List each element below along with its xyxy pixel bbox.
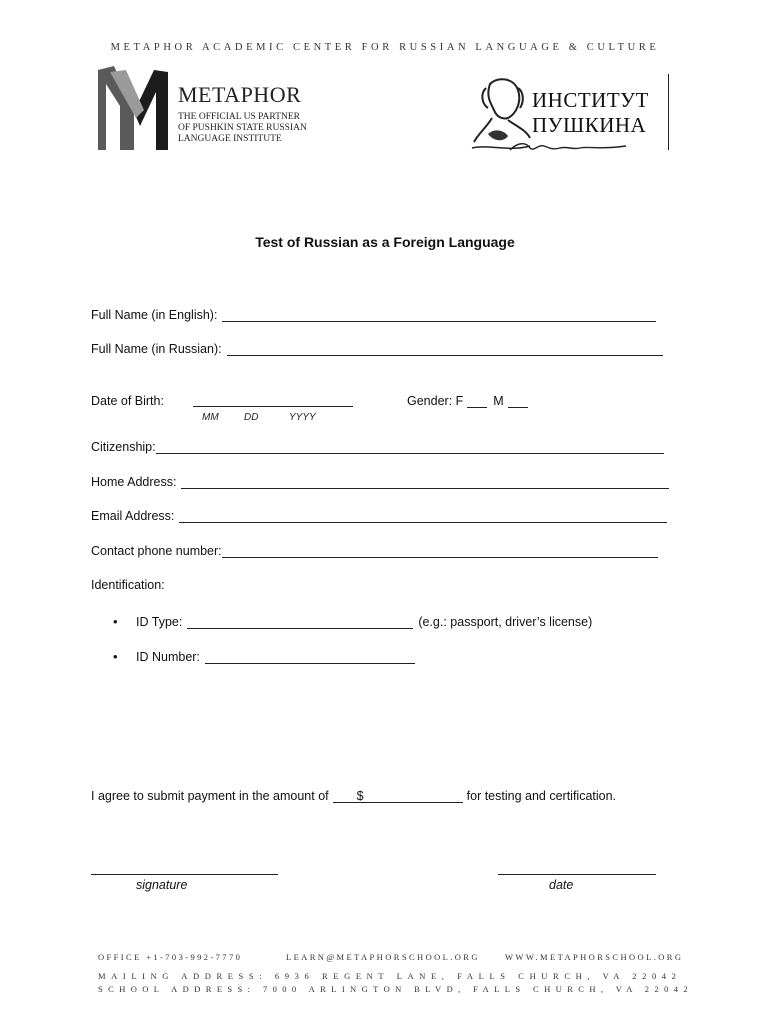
id-number-label: ID Number: [136, 650, 200, 664]
logo-frame-divider [668, 74, 669, 150]
full-name-russian-row [91, 342, 663, 356]
pushkin-institute-line2: ПУШКИНА [532, 113, 647, 137]
signature-label: signature [136, 878, 188, 892]
identification-label: Identification: [91, 578, 165, 592]
full-name-russian-label: Full Name (in Russian): [91, 342, 222, 356]
payment-agreement-row [91, 789, 616, 803]
payment-amount-field[interactable] [333, 790, 463, 803]
home-address-row [91, 475, 669, 489]
footer-office-phone: OFFICE +1-703-992-7770 [98, 952, 243, 962]
email-address-label: Email Address: [91, 509, 175, 523]
footer-mailing-address: MAILING ADDRESS: 6936 REGENT LANE, FALLS CHURCH, VA 22042 [98, 971, 682, 981]
email-address-row [91, 509, 667, 523]
full-name-russian-field[interactable] [227, 343, 663, 356]
bullet-icon: • [113, 649, 118, 664]
id-number-row [136, 650, 415, 664]
pushkin-institute-line1: ИНСТИТУТ [532, 88, 649, 112]
dob-year-hint: YYYY [289, 412, 316, 423]
metaphor-tagline: THE OFFICIAL US PARTNER OF PUSHKIN STATE RUSSIAN LANGUAGE INSTITUTE [178, 112, 307, 144]
gender-row [407, 394, 528, 408]
id-type-field[interactable] [187, 616, 413, 629]
citizenship-label: Citizenship: [91, 440, 156, 454]
contact-phone-row [91, 544, 658, 558]
contact-phone-field[interactable] [222, 545, 658, 558]
id-type-label: ID Type: [136, 615, 183, 629]
gender-label: Gender: F [407, 394, 464, 408]
form-title: Test of Russian as a Foreign Language [255, 234, 515, 250]
full-name-english-field[interactable] [222, 309, 656, 322]
full-name-english-label: Full Name (in English): [91, 308, 218, 322]
date-of-birth-field[interactable] [193, 394, 353, 407]
full-name-english-row [91, 308, 656, 322]
id-number-field[interactable] [205, 651, 415, 664]
id-type-row [136, 615, 592, 629]
date-label: date [549, 878, 574, 892]
bullet-icon: • [113, 614, 118, 629]
footer-website: WWW.METAPHORSCHOOL.ORG [505, 952, 684, 962]
signature-field[interactable] [91, 873, 278, 875]
gender-male-field[interactable] [508, 395, 528, 408]
footer-email: LEARN@METAPHORSCHOOL.ORG [286, 952, 480, 962]
date-field[interactable] [498, 873, 656, 875]
pushkin-signature-icon [508, 140, 628, 154]
payment-currency-symbol: $ [356, 789, 364, 803]
metaphor-logo [96, 66, 326, 152]
gender-male-label: M [493, 394, 504, 408]
contact-phone-label: Contact phone number: [91, 544, 222, 558]
payment-agreement-post: for testing and certification. [466, 789, 617, 803]
home-address-label: Home Address: [91, 475, 177, 489]
payment-agreement-pre: I agree to submit payment in the amount of [91, 789, 329, 803]
pushkin-institute-logo [468, 74, 672, 154]
home-address-field[interactable] [181, 476, 669, 489]
email-address-field[interactable] [179, 510, 667, 523]
id-type-hint: (e.g.: passport, driver’s license) [418, 615, 593, 629]
organization-header: METAPHOR ACADEMIC CENTER FOR RUSSIAN LANGUAGE & CULTURE [110, 42, 660, 53]
identification-row [91, 578, 165, 592]
citizenship-row [91, 440, 664, 454]
date-of-birth-row [91, 394, 164, 408]
dob-day-hint: DD [244, 412, 259, 423]
metaphor-brand-name: METAPHOR [178, 82, 302, 107]
footer-school-address: SCHOOL ADDRESS: 7000 ARLINGTON BLVD, FALLS CHURCH, VA 22042 [98, 984, 694, 994]
dob-month-hint: MM [202, 412, 219, 423]
date-of-birth-label: Date of Birth: [91, 394, 164, 408]
citizenship-field[interactable] [156, 441, 664, 454]
metaphor-m-logo-icon [96, 66, 170, 150]
gender-female-field[interactable] [467, 395, 487, 408]
